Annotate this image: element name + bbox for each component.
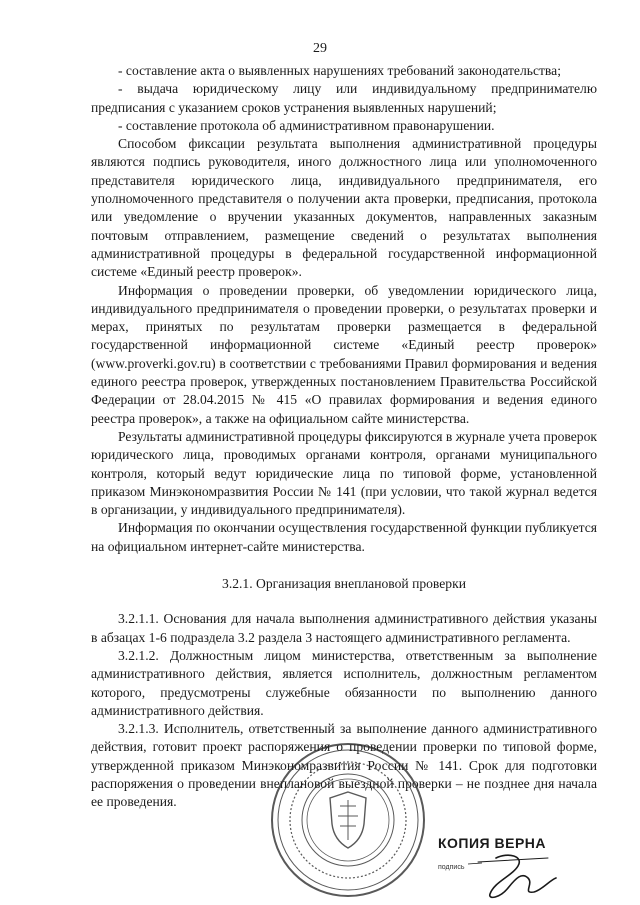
paragraph: 3.2.1.3. Исполнитель, ответственный за выполнение данного административного действия, готовит проект распоряжения о проведении проверки по типовой форме, утвержденной приказом Минэкономразвития России № 141. Срок для подготовки распоряжения о проведении внеплановой выездной проверки – не позднее дня начала ее проведения.	[91, 721, 597, 810]
page-number: 29	[313, 41, 327, 56]
paragraph: Информация о проведении проверки, об уведомлении юридического лица, индивидуального предпринимателя о проведении проверки, о результатах проверки и мерах, принятых по результатам проверки размещается в федеральной государственной информационной системе «Единый реестр проверок» (www.proverki.gov.ru) в соответствии с требованиями Правил формирования и ведения единого реестра проверок, утвержденных постановлением Правительства Российской Федерации от 28.04.2015 № 415 «О правилах формирования и ведения единого реестра проверок», а также на официальном сайте министерства.	[91, 282, 597, 426]
copy-mark-title: КОПИЯ ВЕРНА	[438, 835, 547, 851]
paragraph: 3.2.1.1. Основания для начала выполнения административного действия указаны в абзацах 1-6 подраздела 3.2 раздела 3 настоящего административного регламента.	[91, 611, 597, 645]
signature-label: подпись	[438, 864, 465, 871]
paragraph: Информация по окончании осуществления государственной функции публикуется на официальном интернет-сайте министерства.	[91, 520, 597, 554]
paragraph: Результаты административной процедуры фиксируются в журнале учета проверок юридического лица, проводимых органами контроля, органами муниципального контроля, который ведут юридические лица по типовой форме, установленной приказом Минэкономразвития России № 141 (при условии, что такой журнал ведется в организации, у индивидуального предпринимателя).	[91, 428, 597, 518]
paragraph: - выдача юридическому лицу или индивидуальному предпринимателю предписания с указанием сроков устранения выявленных нарушений;	[91, 81, 597, 115]
document-body	[91, 62, 597, 812]
copy-certification-mark	[438, 834, 608, 904]
paragraph: 3.2.1.2. Должностным лицом министерства, ответственным за выполнение административного действия, является исполнитель, должностным регламентом которого, предусмотрены служебные обязанности по выполнению данного административного действия.	[91, 647, 597, 718]
section-heading: 3.2.1. Организация внеплановой проверки	[222, 576, 466, 592]
paragraph: Способом фиксации результата выполнения административной процедуры являются подпись руководителя, иного должностного лица или уполномоченного представителя юридического лица, индивидуального предпринимателя, его уполномоченного представителя о получении акта проверки, предписания, протокола или уведомление о вручении указанных документов, направленных заказным почтовым отправлением, размещение сведений о результатах выполнения административной процедуры в федеральной государственной информационной системе «Единый реестр проверок».	[91, 136, 597, 280]
paragraph: - составление акта о выявленных нарушениях требований законодательства;	[118, 63, 561, 78]
official-seal-stamp	[268, 740, 428, 900]
handwritten-signature	[438, 834, 608, 904]
paragraph: - составление протокола об административном правонарушении.	[118, 117, 495, 133]
